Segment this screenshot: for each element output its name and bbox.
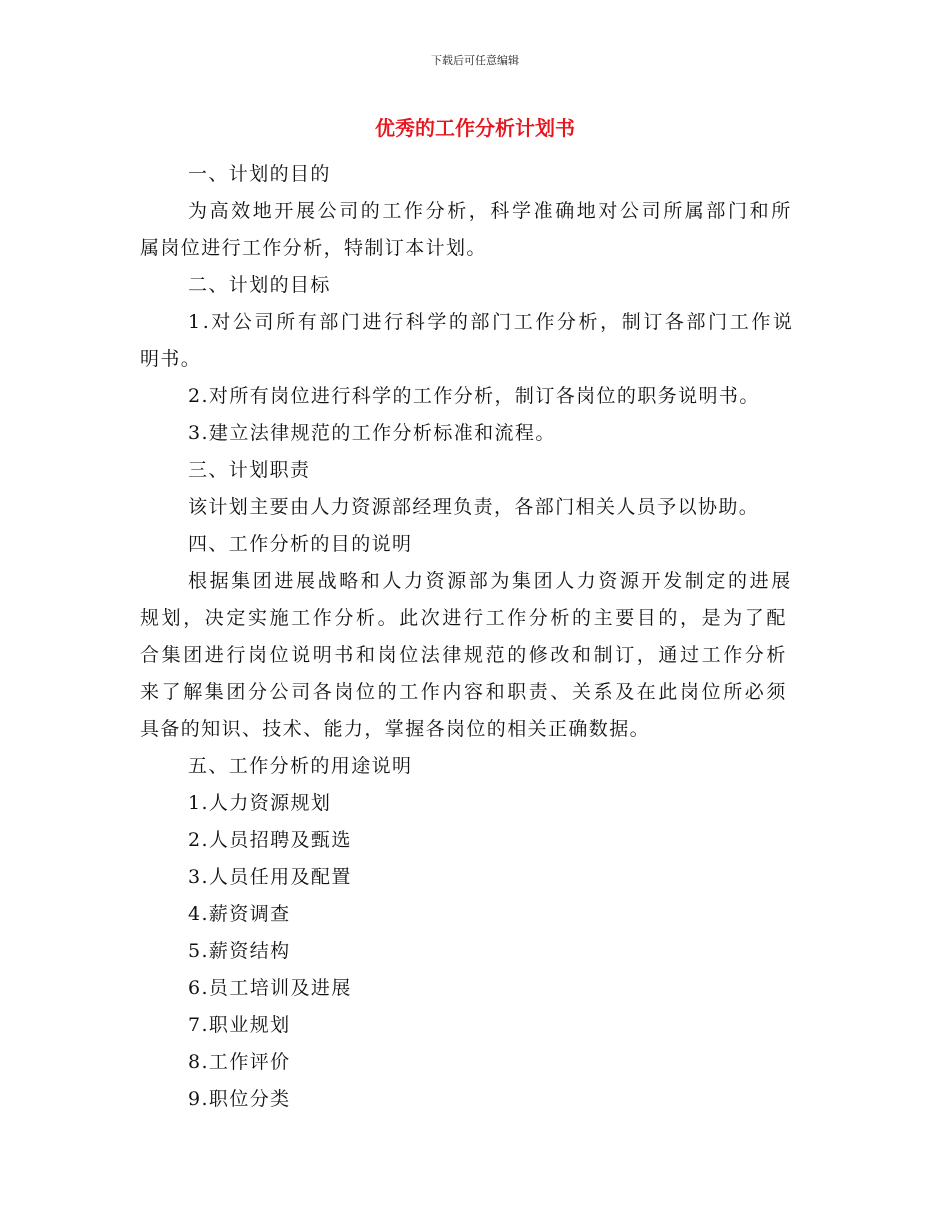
paragraph-line: 根据集团进展战略和人力资源部为集团人力资源开发制定的进展 <box>188 570 793 592</box>
section-heading-responsibility: 三、计划职责 <box>188 459 311 481</box>
section-heading-uses: 五、工作分析的用途说明 <box>188 755 413 777</box>
paragraph-line: 为高效地开展公司的工作分析，科学准确地对公司所属部门和所 <box>188 200 793 222</box>
document-body <box>140 156 804 1118</box>
paragraph-line: 规划，决定实施工作分析。此次进行工作分析的主要目的，是为了配 <box>140 607 789 629</box>
paragraph-line: 明书。 <box>140 348 202 370</box>
section-heading-analysis-purpose: 四、工作分析的目的说明 <box>188 533 413 555</box>
list-item: 6.员工培训及进展 <box>188 977 352 999</box>
list-item: 1.人力资源规划 <box>188 792 332 814</box>
section-heading-purpose: 一、计划的目的 <box>188 163 331 185</box>
list-item: 2.对所有岗位进行科学的工作分析，制订各岗位的职务说明书。 <box>188 385 760 407</box>
list-item: 4.薪资调查 <box>188 903 291 925</box>
paragraph-line: 合集团进行岗位说明书和岗位法律规范的修改和制订，通过工作分析 <box>140 644 789 666</box>
header-note: 下载后可任意编辑 <box>431 54 519 67</box>
paragraph-line: 具备的知识、技术、能力，掌握各岗位的相关正确数据。 <box>140 718 651 740</box>
list-item: 5.薪资结构 <box>188 940 291 962</box>
list-item: 7.职业规划 <box>188 1014 291 1036</box>
list-item: 9.职位分类 <box>188 1088 291 1110</box>
list-item: 3.人员任用及配置 <box>188 866 352 888</box>
section-heading-goals: 二、计划的目标 <box>188 274 331 296</box>
document-title: 优秀的工作分析计划书 <box>375 116 575 140</box>
list-item: 8.工作评价 <box>188 1051 291 1073</box>
list-item: 2.人员招聘及甄选 <box>188 829 352 851</box>
paragraph-line: 来了解集团分公司各岗位的工作内容和职责、关系及在此岗位所必须 <box>140 681 789 703</box>
list-item: 1.对公司所有部门进行科学的部门工作分析，制订各部门工作说 <box>188 311 795 333</box>
paragraph-line: 该计划主要由人力资源部经理负责，各部门相关人员予以协助。 <box>188 496 760 518</box>
paragraph-line: 属岗位进行工作分析，特制订本计划。 <box>140 237 487 259</box>
list-item: 3.建立法律规范的工作分析标准和流程。 <box>188 422 556 444</box>
